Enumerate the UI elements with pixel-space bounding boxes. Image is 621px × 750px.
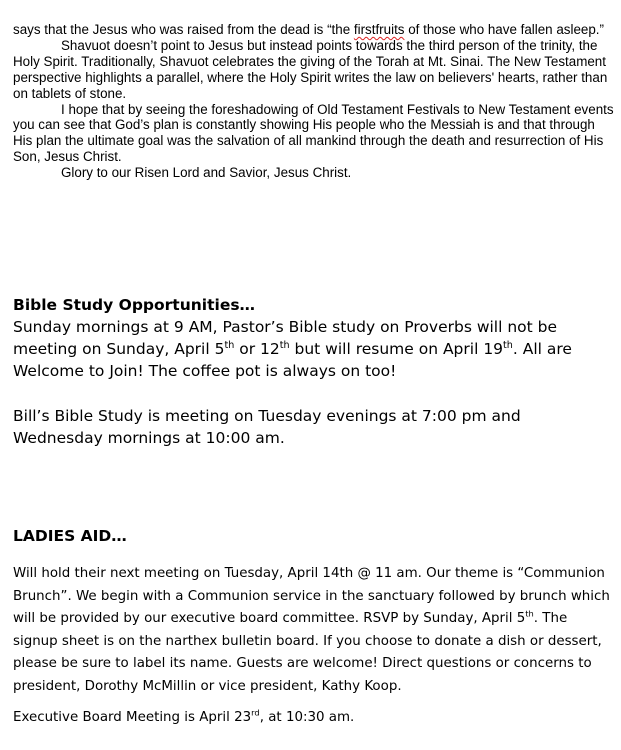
ladies-aid-heading: LADIES AID… xyxy=(13,527,127,545)
devotional-paragraph-4: Glory to our Risen Lord and Savior, Jesus Christ. xyxy=(61,165,352,181)
bible-study-paragraph-2: Bill’s Bible Study is meeting on Tuesday evenings at 7:00 pm and Wednesday mornings at 10:00 am. xyxy=(13,406,521,447)
devotional-paragraph-2: Shavuot doesn’t point to Jesus but instead points towards the third person of the trinity, the Holy Spirit. Traditionally, Shavuot celebrates the giving of the Torah at Mt. Sinai. The New Testament perspective highlights a parallel, where the Holy Spirit writes the law on believers' hearts, rather than on tablets of stone. xyxy=(13,37,608,101)
devotional-section xyxy=(13,22,615,181)
devotional-paragraph-3: I hope that by seeing the foreshadowing of Old Testament Festivals to New Testament events you can see that God’s plan is constantly showing His people who the Messiah is and that through His plan the ultimate goal was the salvation of all mankind through the death and resurrection of His Son, Jesus Christ. xyxy=(13,101,614,165)
ladies-aid-section xyxy=(13,525,615,729)
misspelled-word: firstfruits xyxy=(353,22,405,37)
ladies-aid-paragraph-1: Will hold their next meeting on Tuesday, April 14th @ 11 am. Our theme is “Communion Brunch”. We begin with a Communion service in the sanctuary followed by brunch which will be provided by our executive board committee. RSVP by Sunday, April 5th. The signup sheet is on the narthex bulletin board. If you choose to donate a dish or dessert, please be sure to label its name. Guests are welcome! Direct questions or concerns to president, Dorothy McMillin or vice president, Kathy Koop. xyxy=(13,566,610,694)
bible-study-heading: Bible Study Opportunities… xyxy=(13,296,256,314)
ladies-aid-paragraph-2: Executive Board Meeting is April 23rd, at 10:30 am. xyxy=(13,707,355,725)
bible-study-paragraph-1: Sunday mornings at 9 AM, Pastor’s Bible study on Proverbs will not be meeting on Sunday, April 5th or 12th but will resume on April 19th. All are Welcome to Join! The coffee pot is always on too! xyxy=(13,318,572,381)
bible-study-section xyxy=(13,294,615,449)
devotional-paragraph-1: says that the Jesus who was raised from the dead is “the firstfruits of those who have fallen asleep.” xyxy=(13,22,604,37)
